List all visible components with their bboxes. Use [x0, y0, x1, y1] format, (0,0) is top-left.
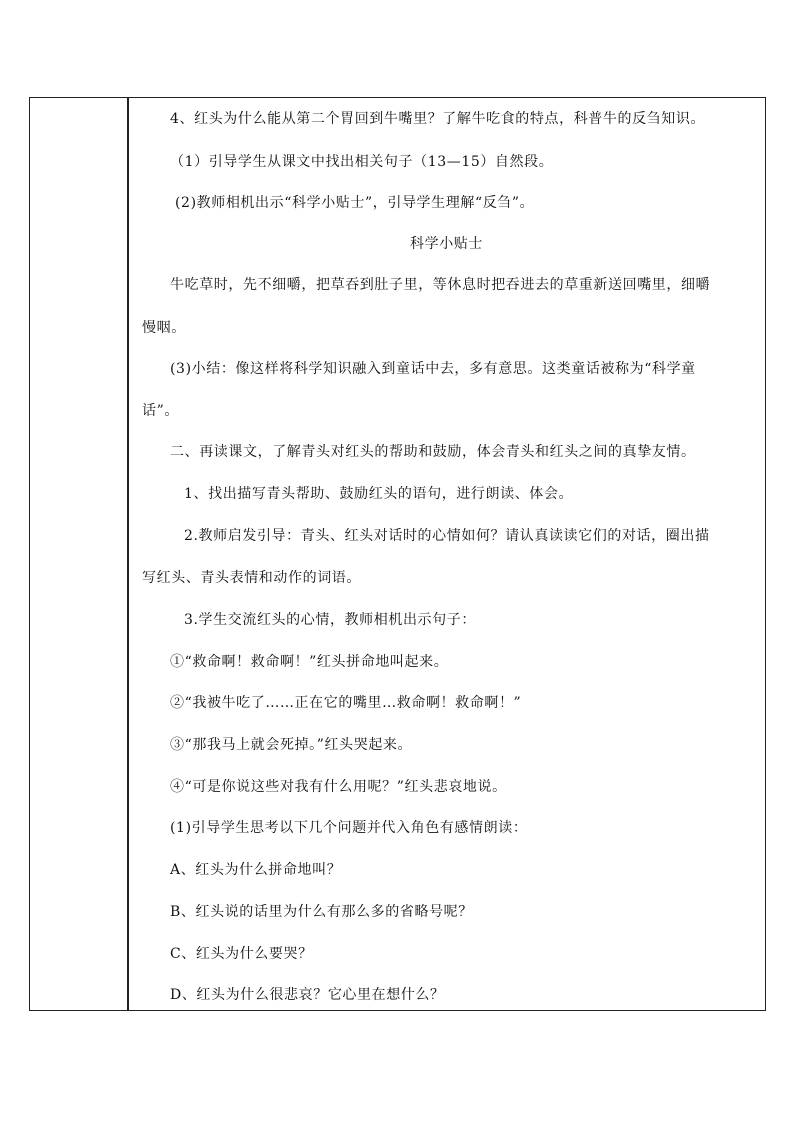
quote-2: ②“我被牛吃了……正在它的嘴里…救命啊！救命啊！”: [170, 695, 522, 711]
summary-text-1: (3)小结：像这样将科学知识融入到童话中去，多有意思。这类童话被称为“科学童: [170, 361, 696, 377]
step-4-text: 4、红头为什么能从第二个胃回到牛嘴里？了解牛吃食的特点，科普牛的反刍知识。: [170, 111, 706, 127]
lesson-content-cell: [128, 97, 765, 1011]
section-2-item-1: 1、找出描写青头帮助、鼓励红头的语句，进行朗读、体会。: [184, 486, 574, 502]
question-d: D、红头为什么很悲哀？它心里在想什么？: [170, 987, 445, 1003]
question-c: C、红头为什么要哭？: [170, 946, 313, 962]
quote-3: ③“那我马上就会死掉。”红头哭起来。: [170, 737, 413, 753]
guide-question-intro: (1)引导学生思考以下几个问题并代入角色有感情朗读：: [170, 820, 528, 836]
science-tip-text-1: 牛吃草时，先不细嚼，把草吞到肚子里，等休息时把吞进去的草重新送回嘴里，细嚼: [170, 277, 711, 293]
question-b: B、红头说的话里为什么有那么多的省略号呢？: [170, 904, 473, 920]
summary-text-2: 话”。: [142, 403, 179, 419]
quote-4: ④“可是你说这些对我有什么用呢？”红头悲哀地说。: [170, 779, 507, 795]
section-2-item-3: 3.学生交流红头的心情，教师相机出示句子：: [184, 612, 476, 628]
quote-1: ①“救命啊！救命啊！”红头拼命地叫起来。: [170, 654, 449, 670]
question-a: A、红头为什么拼命地叫？: [170, 862, 342, 878]
step-4-sub-2: (2)教师相机出示“科学小贴士”，引导学生理解“反刍”。: [175, 195, 535, 211]
section-2-item-2-line-2: 写红头、青头表情和动作的词语。: [142, 570, 361, 586]
science-tip-title: 科学小贴士: [410, 236, 483, 252]
section-2-heading: 二、再读课文，了解青头对红头的帮助和鼓励，体会青头和红头之间的真挚友情。: [170, 444, 696, 460]
science-tip-text-2: 慢咽。: [142, 320, 186, 336]
section-2-item-2-line-1: 2.教师启发引导：青头、红头对话时的心情如何？请认真读读它们的对话，圈出描: [184, 528, 710, 544]
step-4-sub-1: （1）引导学生从课文中找出相关句子（13—15）自然段。: [170, 154, 554, 170]
